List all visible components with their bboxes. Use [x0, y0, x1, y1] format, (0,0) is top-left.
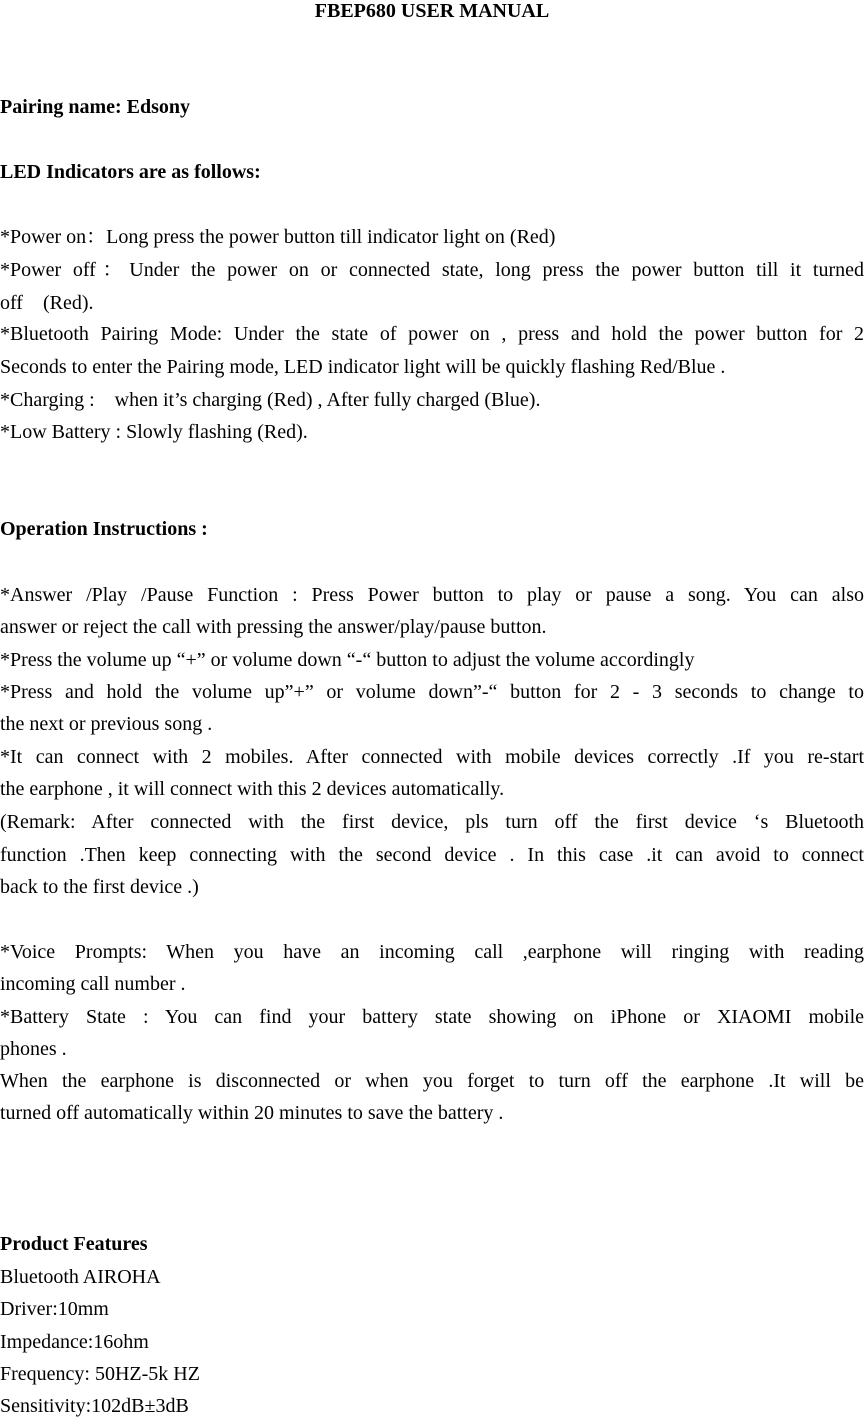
led-line: *Power off：Under the power on or connected state, long press the power button till it turned	[0, 259, 864, 281]
operation-line: back to the first device .)	[0, 876, 199, 898]
led-line: Seconds to enter the Pairing mode, LED indicator light will be quickly flashing Red/Blue .	[0, 356, 726, 378]
feature-item: Frequency: 50HZ-5k HZ	[0, 1363, 200, 1385]
pairing-name: Pairing name: Edsony	[0, 96, 191, 118]
led-line: *Charging : when it’s charging (Red) , After fully charged (Blue).	[0, 389, 541, 411]
extra-line: *Voice Prompts: When you have an incoming call ,earphone will ringing with reading	[0, 941, 864, 963]
operation-heading: Operation Instructions :	[0, 518, 208, 540]
operation-line: the next or previous song .	[0, 713, 213, 735]
extra-line: When the earphone is disconnected or when you forget to turn off the earphone .It will be	[0, 1070, 864, 1092]
operation-line: answer or reject the call with pressing the answer/play/pause button.	[0, 616, 547, 638]
feature-item: Bluetooth AIROHA	[0, 1266, 161, 1288]
operation-line: *It can connect with 2 mobiles. After connected with mobile devices correctly .If you re-start	[0, 746, 864, 768]
extra-line: phones .	[0, 1038, 67, 1060]
feature-item: Sensitivity:102dB±3dB	[0, 1395, 189, 1417]
document-title: FBEP680 USER MANUAL	[314, 0, 550, 22]
feature-item: Driver:10mm	[0, 1298, 109, 1320]
operation-line: *Press the volume up “+” or volume down “-“ button to adjust the volume accordingly	[0, 649, 695, 671]
operation-line: *Answer /Play /Pause Function : Press Power button to play or pause a song. You can also	[0, 584, 864, 606]
feature-item: Impedance:16ohm	[0, 1331, 149, 1353]
operation-line: *Press and hold the volume up”+” or volume down”-“ button for 2 - 3 seconds to change to	[0, 681, 864, 703]
extra-line: turned off automatically within 20 minutes to save the battery .	[0, 1102, 504, 1124]
extra-line: *Battery State : You can find your battery state showing on iPhone or XIAOMI mobile	[0, 1006, 864, 1028]
led-line: *Power on：Long press the power button till indicator light on (Red)	[0, 226, 556, 248]
led-line: off (Red).	[0, 292, 94, 314]
operation-line: (Remark: After connected with the first device, pls turn off the first device ‘s Bluetooth	[0, 811, 864, 833]
led-line: *Low Battery : Slowly flashing (Red).	[0, 421, 308, 443]
operation-line: function .Then keep connecting with the second device . In this case .it can avoid to connect	[0, 844, 864, 866]
led-line: *Bluetooth Pairing Mode: Under the state of power on , press and hold the power button for 2	[0, 323, 864, 345]
operation-line: the earphone , it will connect with this 2 devices automatically.	[0, 778, 505, 800]
extra-line: incoming call number .	[0, 973, 186, 995]
led-heading: LED Indicators are as follows:	[0, 161, 261, 183]
features-heading: Product Features	[0, 1233, 148, 1255]
